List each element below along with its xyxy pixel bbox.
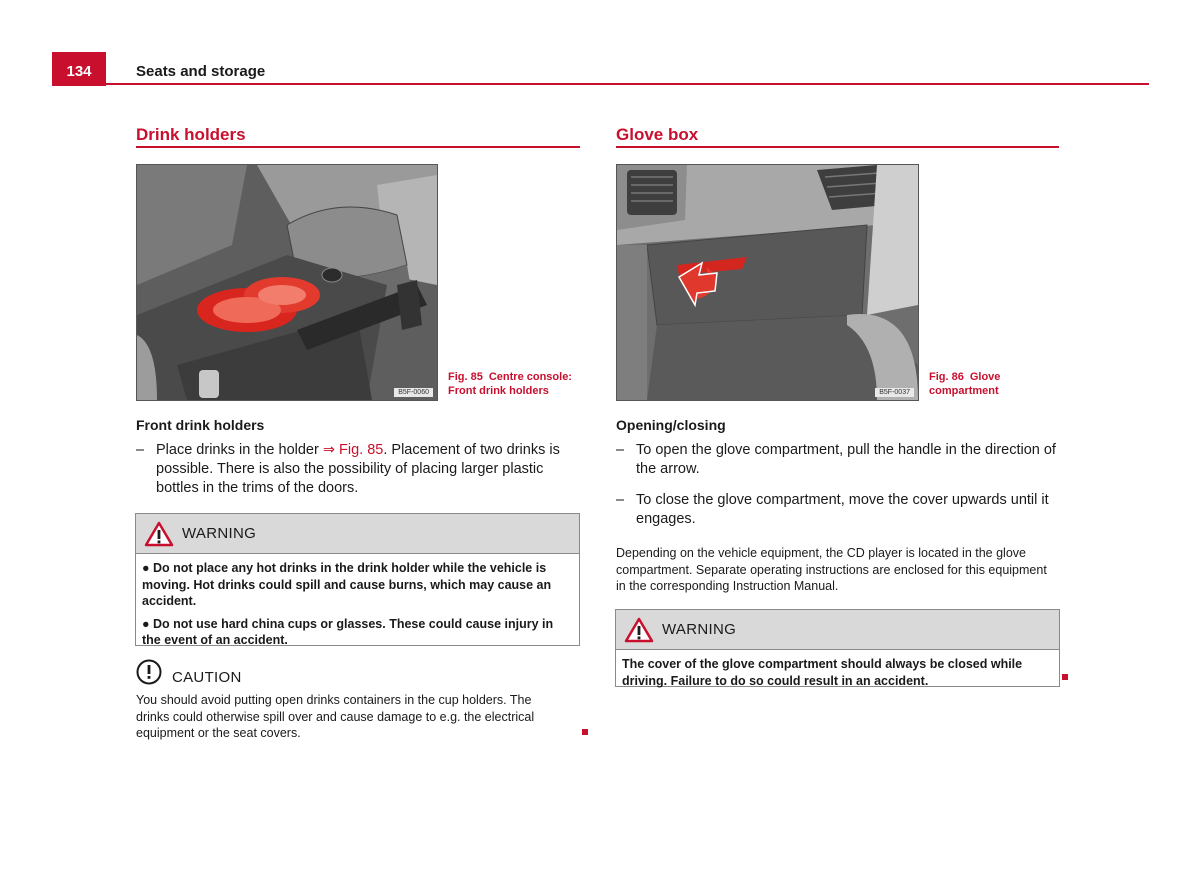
section-title-glove-box: Glove box [616, 125, 699, 144]
warning-header [136, 514, 579, 554]
figure-centre-console [136, 164, 438, 401]
caution-text: You should avoid putting open drinks containers in the cup holders. The drinks could otherwise spill over and cause damage to e.g. the electrical equipment or the seat covers. [136, 693, 535, 740]
warning-triangle-icon [624, 617, 654, 643]
subheading-front-drink-holders: Front drink holders [136, 417, 265, 433]
figure-code: B5F-0060 [394, 388, 433, 397]
list-item [616, 441, 1061, 479]
centre-console-illustration [137, 165, 437, 400]
list-item [136, 441, 576, 498]
list-dash: – [616, 492, 625, 508]
list-item-text: To close the glove compartment, move the cover upwards until it engages. [636, 492, 1049, 527]
warning-label: WARNING [182, 525, 257, 542]
caution-label: CAUTION [172, 669, 242, 686]
page-number: 134 [52, 52, 106, 86]
figure-code: B5F-0037 [875, 388, 914, 397]
figure-glove-compartment [616, 164, 919, 401]
warning-body [136, 554, 579, 653]
section-title-drink-holders: Drink holders [136, 125, 246, 144]
list-item-text: To open the glove compartment, pull the handle in the direction of the arrow. [636, 442, 1056, 477]
warning-header [616, 610, 1059, 650]
chapter-title: Seats and storage [136, 63, 266, 80]
end-of-section-marker [582, 729, 588, 735]
figure-caption [929, 370, 1059, 398]
warning-body [616, 650, 1059, 693]
list-item [616, 491, 1061, 529]
caution-icon [136, 659, 162, 685]
figure-label: Fig. 86 [929, 371, 964, 383]
section-rule [136, 146, 580, 148]
subheading-opening-closing: Opening/closing [616, 417, 726, 433]
header-rule [52, 83, 1149, 85]
body-paragraph: Depending on the vehicle equipment, the CD player is located in the glove compartment. Separate operating instructions are enclosed for this equipment in the corresponding Instruction Manual. [616, 546, 1047, 593]
list-item-text [156, 441, 576, 498]
list-dash: – [616, 442, 625, 458]
end-of-section-marker [1062, 674, 1068, 680]
warning-box [135, 513, 580, 646]
list-text-after: . Placement of two drinks is possible. There is also the possibility of placing larger plastic bottles in the trims of the doors. [156, 442, 560, 496]
figure-reference-link[interactable]: ⇒ Fig. 85 [322, 442, 384, 458]
figure-caption-text: Glove compartment [929, 371, 1001, 397]
warning-item: ● Do not place any hot drinks in the drink holder while the vehicle is moving. Hot drinks could spill and cause burns, which may cause an accident. [142, 561, 552, 608]
list-dash: – [136, 442, 145, 458]
figure-caption-text: Centre console: Front drink holders [448, 371, 572, 397]
list-text-before: Place drinks in the holder [156, 442, 323, 458]
figure-caption [448, 370, 583, 398]
warning-item: The cover of the glove compartment should always be closed while driving. Failure to do so could result in an accident. [622, 657, 1023, 688]
section-rule [616, 146, 1059, 148]
warning-item: ● Do not use hard china cups or glasses. These could cause injury in the event of an accident. [142, 616, 554, 647]
glove-compartment-illustration [617, 165, 918, 400]
warning-label: WARNING [662, 621, 737, 638]
warning-box [615, 609, 1060, 687]
figure-label: Fig. 85 [448, 371, 483, 383]
warning-triangle-icon [144, 521, 174, 547]
